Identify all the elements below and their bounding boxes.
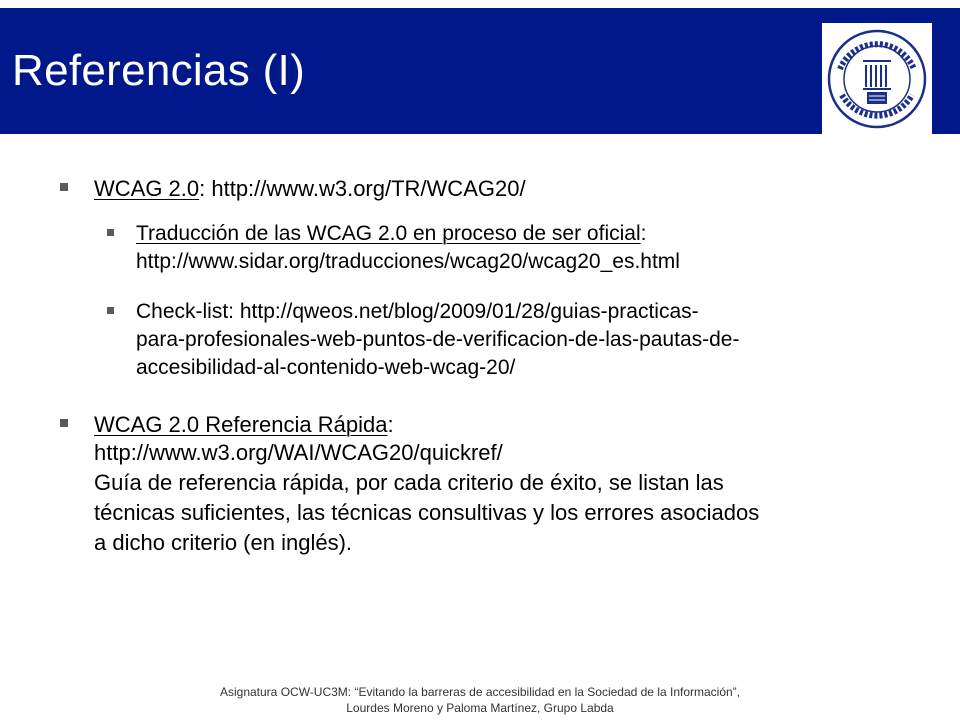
footer-credit-line-2: Lourdes Moreno y Paloma Martínez, Grupo Labda <box>346 701 614 715</box>
item-text-line: accesibilidad-al-contenido-web-wcag-20/ <box>136 356 516 379</box>
quickref-link[interactable]: WCAG 2.0 Referencia Rápida <box>94 412 388 437</box>
bullet-marker <box>60 183 68 191</box>
item-text: : <box>387 412 394 437</box>
item-text-line: Guía de referencia rápida, por cada criterio de éxito, se listan las <box>94 470 724 495</box>
wcag20-link[interactable]: WCAG 2.0 <box>94 176 200 201</box>
list-item <box>94 175 526 203</box>
translation-link[interactable]: Traducción de las WCAG 2.0 en proceso de ser oficial <box>136 222 641 245</box>
item-text: : http://www.w3.org/TR/WCAG20/ <box>199 176 526 201</box>
item-text-line: http://www.w3.org/WAI/WCAG20/quickref/ <box>94 440 503 465</box>
list-item <box>94 411 394 439</box>
item-text: : <box>640 222 647 245</box>
item-text-line: http://www.sidar.org/traducciones/wcag20/wcag20_es.html <box>136 250 680 273</box>
footer-credit-line-1: Asignatura OCW-UC3M: “Evitando la barreras de accesibilidad en la Sociedad de la Información”, <box>219 685 741 699</box>
sub-bullet-marker <box>107 229 114 236</box>
item-text-line: técnicas suficientes, las técnicas consultivas y los errores asociados <box>94 500 760 525</box>
sub-bullet-marker <box>107 307 114 314</box>
sub-list-item <box>136 220 646 248</box>
item-text-line: para-profesionales-web-puntos-de-verificacion-de-las-pautas-de- <box>136 328 740 351</box>
bullet-marker <box>60 419 68 427</box>
item-text-line: a dicho criterio (en inglés). <box>94 530 353 555</box>
slide-title: Referencias (I) <box>12 46 306 95</box>
item-text-line: Check-list: http://qweos.net/blog/2009/01/28/guias-practicas- <box>136 300 699 323</box>
